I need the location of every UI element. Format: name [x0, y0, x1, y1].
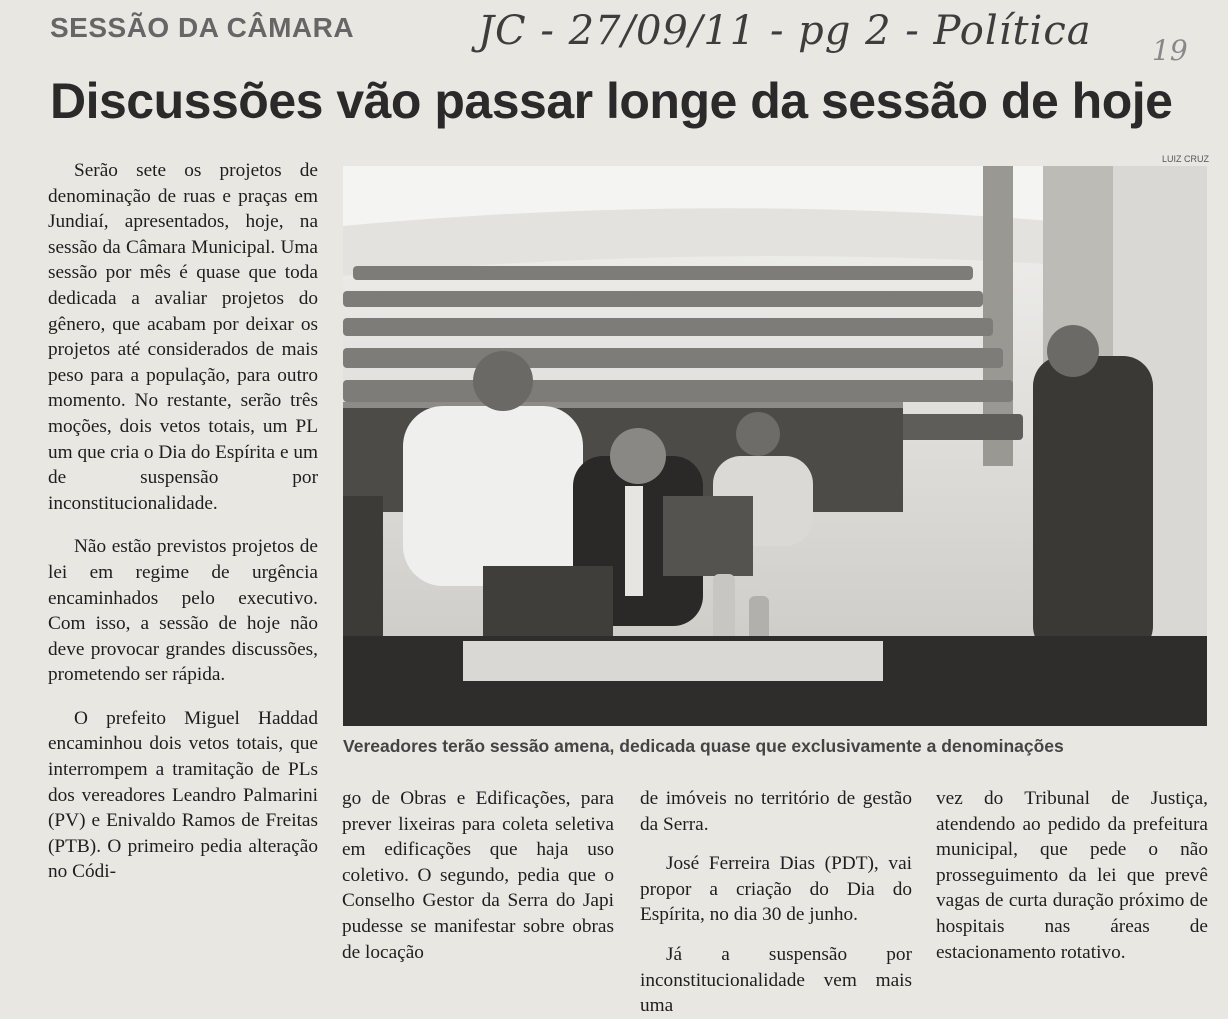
paragraph-1: Serão sete os projetos de denominação de ruas e praças em Jundiaí, apresentados, hoje, na sessão da Câmara Municipal. Uma sessão por mês é quase que toda dedicada a avaliar projetos do gênero, que acabam por deixar os projetos até considerados de mais peso para a população, para outro momento. No restante, serão três moções, dois vetos totais, um PL um que cria o Dia do Espírita e um de suspensão por inconstitucionalidade. [48, 160, 318, 514]
paragraph-3-continued: go de Obras e Edificações, para prever lixeiras para coleta seletiva em edificações que haja uso coletivo. O segundo, pedia que o Conselho Gestor da Serra do Japi pudesse se manifestar sobre obras de locação [342, 788, 614, 963]
photo-illustration [343, 166, 1207, 726]
article-column-2 [342, 786, 614, 965]
article-column-1 [48, 158, 318, 885]
handwritten-note: JC - 27/09/11 - pg 2 - Política [478, 8, 1092, 54]
headline: Discussões vão passar longe da sessão de hoje [50, 73, 1173, 129]
article-photo [343, 166, 1207, 726]
paragraph-4: José Ferreira Dias (PDT), vai propor a criação do Dia do Espírita, no dia 30 de junho. [640, 853, 912, 926]
paragraph-3-end: de imóveis no território de gestão da Serra. [640, 788, 912, 835]
photo-caption: Vereadores terão sessão amena, dedicada quase que exclusivamente a denominações [343, 736, 1064, 756]
section-label: SESSÃO DA CÂMARA [50, 12, 355, 43]
paragraph-5-continued: vez do Tribunal de Justiça, atendendo ao pedido da prefeitura municipal, que pede o não prosseguimento da lei que prevê vagas de curta duração próximo de hospitais nas áreas de estacionamento rotativo. [936, 788, 1208, 963]
paragraph-2: Não estão previstos projetos de lei em regime de urgência encaminhados pelo executivo. Com isso, a sessão de hoje não deve provocar grandes discussões, prometendo ser rápida. [48, 536, 318, 686]
photo-credit: LUIZ CRUZ [1162, 154, 1209, 164]
paragraph-3-start: O prefeito Miguel Haddad encaminhou dois vetos totais, que interrompem a tramitação de PLs dos vereadores Leandro Palmarini (PV) e Enivaldo Ramos de Freitas (PTB). O primeiro pedia alteração no Códi- [48, 707, 318, 883]
article-column-4 [936, 786, 1208, 965]
paragraph-5-start: Já a suspensão por inconstitucionalidade vem mais uma [640, 943, 912, 1017]
article-column-3 [640, 786, 912, 1019]
handwritten-page-number: 19 [1152, 34, 1188, 67]
